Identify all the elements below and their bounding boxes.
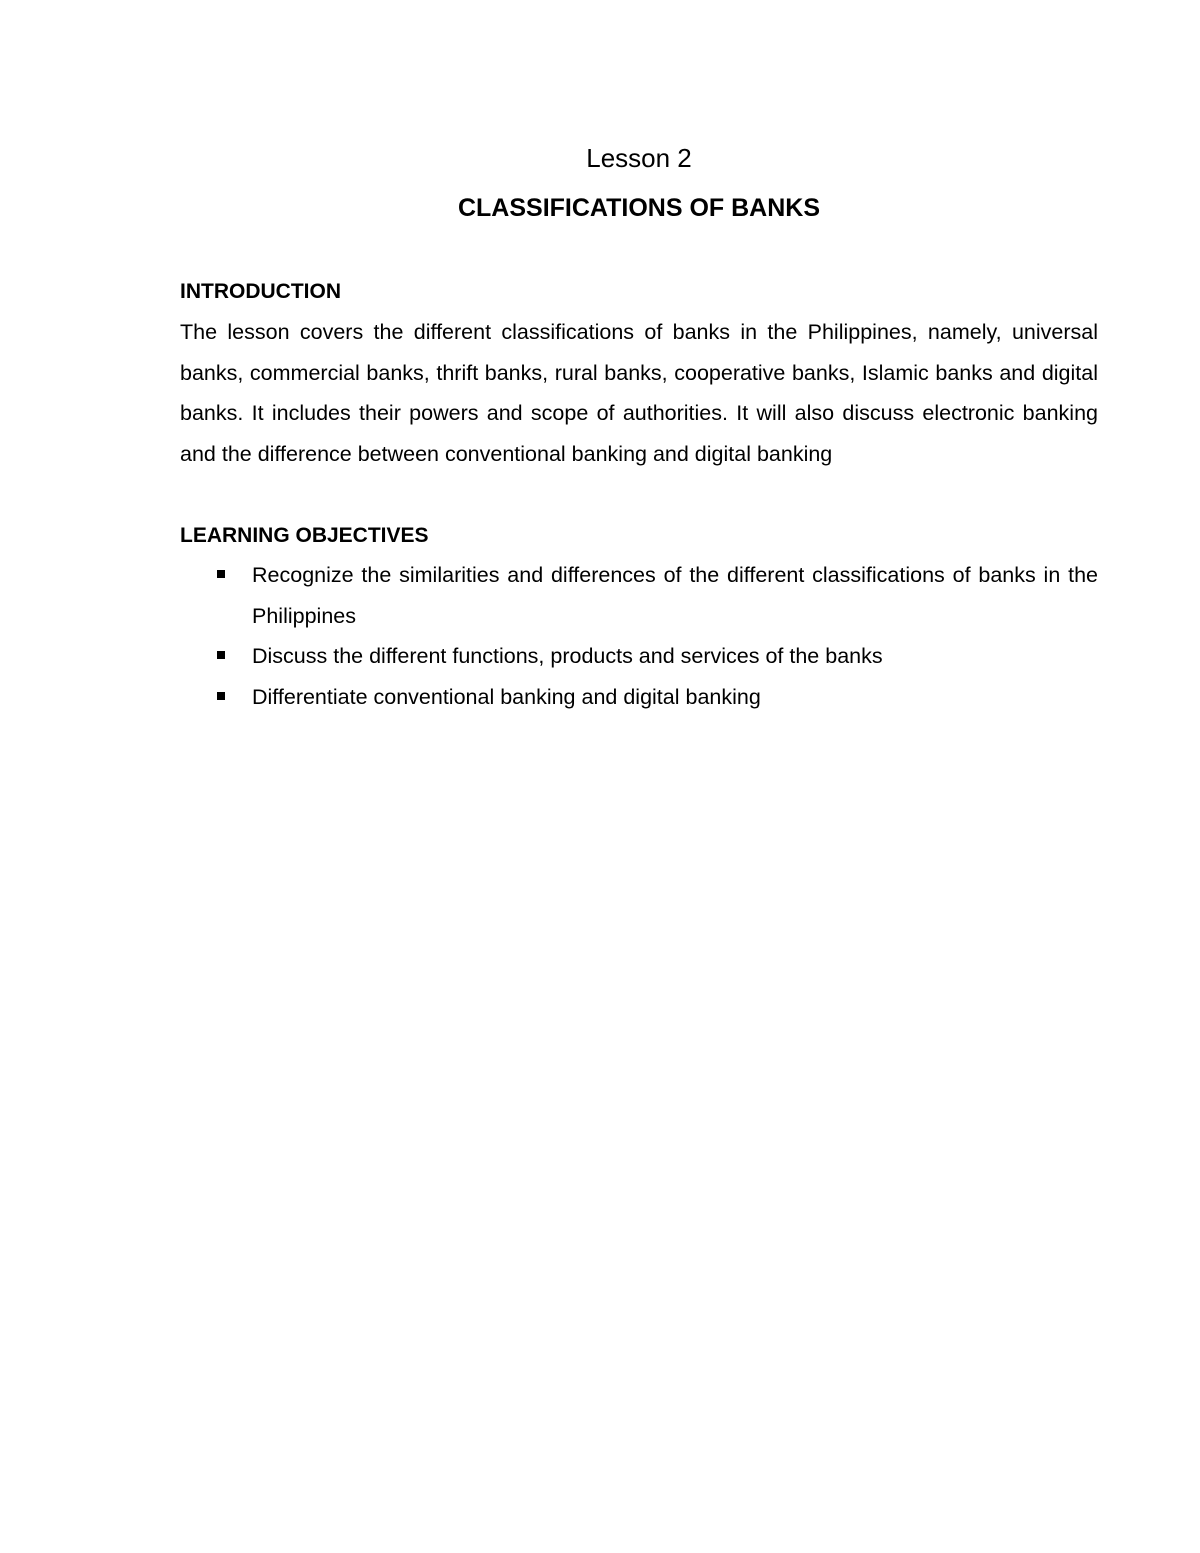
objective-text: Discuss the different functions, products and services of the banks (252, 644, 883, 668)
objective-item (180, 555, 1098, 636)
square-bullet-icon (217, 692, 225, 700)
introduction-paragraph: The lesson covers the different classifications of banks in the Philippines, namely, universal banks, commercial banks, thrift banks, rural banks, cooperative banks, Islamic banks and digital banks. It includes their powers and scope of authorities. It will also discuss electronic banking and the difference between conventional banking and digital banking (180, 320, 1098, 466)
lesson-number: Lesson 2 (586, 143, 692, 173)
lesson-title: CLASSIFICATIONS OF BANKS (457, 194, 821, 222)
square-bullet-icon (217, 651, 225, 659)
objective-item (180, 636, 1098, 677)
page-content (180, 138, 1098, 717)
introduction-heading: INTRODUCTION (180, 280, 341, 303)
objective-text: Recognize the similarities and differences of the different classifications of banks in the Philippines (252, 563, 1098, 628)
learning-objectives-heading: LEARNING OBJECTIVES (180, 524, 429, 547)
objective-text: Differentiate conventional banking and digital banking (252, 684, 761, 709)
objective-item (180, 677, 1098, 718)
square-bullet-icon (217, 570, 225, 578)
learning-objectives-list (180, 555, 1098, 717)
